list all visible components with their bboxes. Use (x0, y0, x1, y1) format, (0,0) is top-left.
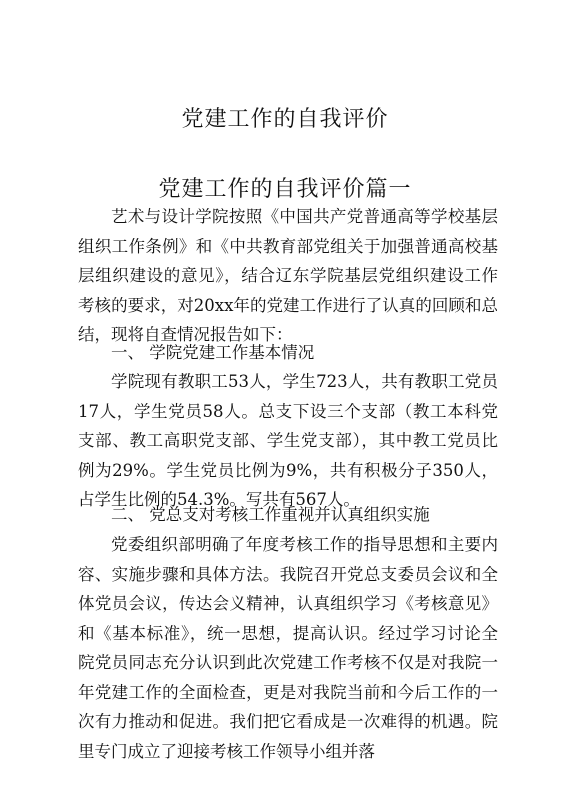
section-title: 党建工作的自我评价篇一 (158, 177, 412, 202)
intro-paragraph: 艺术与设计学院按照《中国共产党普通高等学校基层组织工作条例》和《中共教育部党组关于加强普通高校基层组织建设的意见》，结合辽东学院基层党组织建设工作考核的要求，对20xx年的党建工作进行了认真的回顾和总结，现将自查情况报告如下： (78, 207, 498, 344)
heading-basic-info: 一、 学院党建工作基本情况 (111, 343, 315, 362)
heading-assessment: 二、 党总支对考核工作重视并认真组织实施 (111, 505, 430, 524)
assessment-paragraph: 党委组织部明确了年度考核工作的指导思想和主要内容、实施步骤和具体方法。我院召开党总支委员会议和全体党员会议，传达会义精神，认真组织学习《考核意见》和《基本标准》，统一思想，提高认识。经过学习讨论全院党员同志充分认识到此次党建工作考核不仅是对我院一年党建工作的全面检查，更是对我院当前和今后工作的一次有力推动和促进。我们把它看成是一次难得的机遇。院里专门成立了迎接考核工作领导小组并落 (78, 535, 498, 761)
basic-info-paragraph: 学院现有教职工53人，学生723人，共有教职工党员17人，学生党员58人。总支下设三个支部（教工本科党支部、教工高职党支部、学生党支部），其中教工党员比例为29%。学生党员比例为9%，共有积极分子350人，占学生比例的54.3%。写共有567人。 (78, 372, 498, 509)
document-title: 党建工作的自我评价 (181, 107, 389, 132)
